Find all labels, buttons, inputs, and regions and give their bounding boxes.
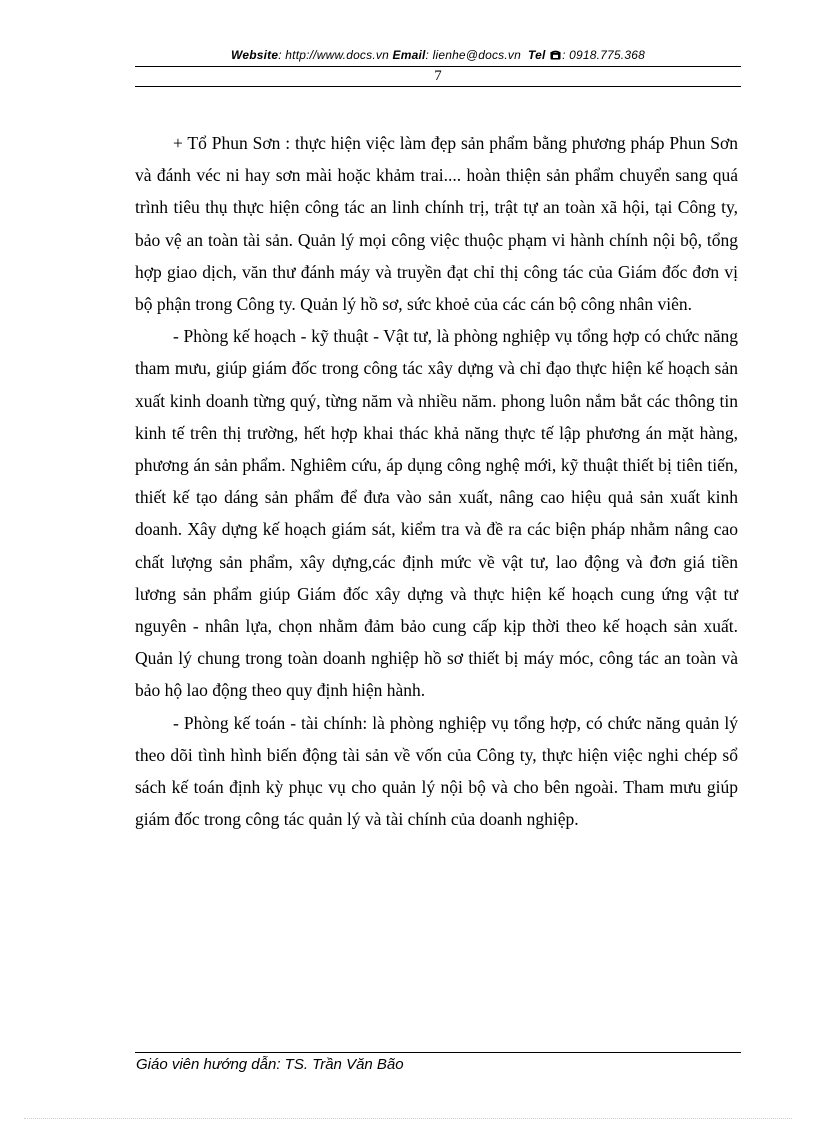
footer-advisor: Giáo viên hướng dẫn: TS. Trần Văn Bão: [136, 1056, 404, 1073]
website-value: : http://www.docs.vn: [278, 48, 389, 62]
page-number: 7: [434, 68, 442, 84]
tel-value: : 0918.775.368: [562, 48, 645, 62]
document-body: [135, 127, 738, 835]
tel-label: Tel: [528, 48, 546, 62]
header-divider: [135, 66, 741, 67]
telephone-icon: [550, 50, 561, 60]
page-bottom-edge: [24, 1118, 792, 1119]
paragraph-ke-toan-tai-chinh: - Phòng kế toán - tài chính: là phòng nghiệp vụ tổng hợp, có chức năng quản lý theo dõi tình hình biến động tài sản về vốn của Công ty, thực hiện việc nghi chép sổ sách kế toán định kỳ phục vụ cho quản lý nội bộ và cho bên ngoài. Tham mưu giúp giám đốc trong công tác quản lý và tài chính của doanh nghiệp.: [135, 712, 738, 830]
paragraph-ke-hoach-ky-thuat: - Phòng kế hoạch - kỹ thuật - Vật tư, là phòng nghiệp vụ tổng hợp có chức năng tham mưu, giúp giám đốc trong công tác xây dựng và chỉ đạo thực hiện kế hoạch sản xuất kinh doanh từng quý, từng năm và nhiều năm. phong luôn nắm bắt các thông tin kinh tế trên thị trường, hết hợp khai thác khả năng thực tế lập phương án mặt hàng, phương án sản phẩm. Nghiêm cứu, áp dụng công nghệ mới, kỹ thuật thiết bị tiên tiến, thiết kế tạo dáng sản phẩm để đưa vào sản xuất, nâng cao hiệu quả sản xuất kinh doanh. Xây dựng kế hoạch giám sát, kiểm tra và đề ra các biện pháp nhằm nâng cao chất lượng sản phẩm, xây dựng,các định mức về vật tư, lao động và đơn giá tiền lương sản phẩm giúp Giám đốc xây dựng và thực hiện kế hoạch cung ứng vật tư nguyên - nhân lựa, chọn nhằm đảm bảo cung cấp kịp thời theo kế hoạch sản xuất. Quản lý chung trong toàn doanh nghiệp hồ sơ thiết bị máy móc, công tác an toàn và bảo hộ lao động theo quy định hiện hành.: [135, 326, 738, 701]
email-label: Email: [392, 48, 426, 62]
page-number-divider: [135, 86, 741, 87]
page-header: [135, 48, 741, 62]
paragraph-phun-son: + Tổ Phun Sơn : thực hiện việc làm đẹp sản phẩm bằng phương pháp Phun Sơn và đánh véc ni hay sơn mài hoặc khảm trai.... hoàn thiện sản phẩm chuyển sang quá trình tiêu thụ thực hiện công tác an linh chính trị, trật tự an toàn xã hội, tại Công ty, bảo vệ an toàn tài sản. Quản lý mọi công việc thuộc phạm vi hành chính nội bộ, tổng hợp giao dịch, văn thư đánh máy và truyền đạt chỉ thị công tác của Giám đốc đơn vị bộ phận trong Công ty. Quản lý hồ sơ, sức khoẻ của các cán bộ công nhân viên.: [135, 133, 738, 315]
website-label: Website: [231, 48, 279, 62]
footer-divider: [135, 1052, 741, 1053]
email-value: : lienhe@docs.vn: [425, 48, 521, 62]
